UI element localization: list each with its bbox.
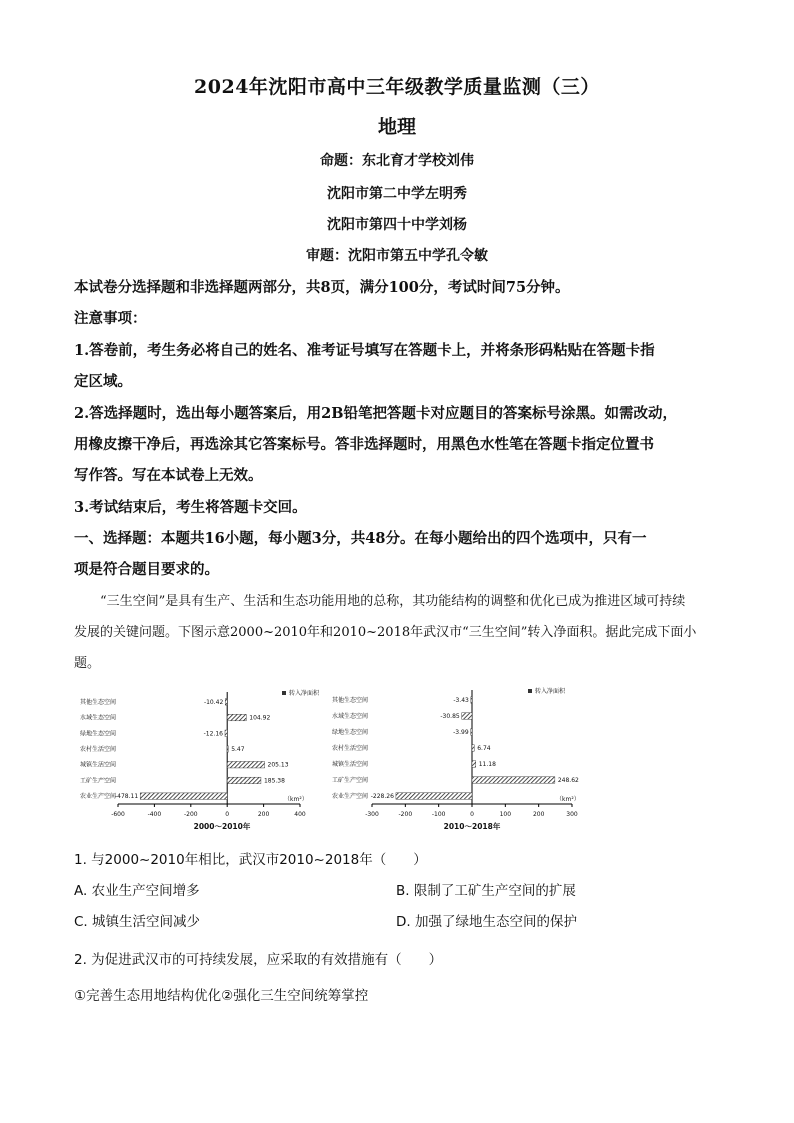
x-tick-label: -600 — [111, 811, 125, 818]
category-label: 其他生态空间 — [332, 697, 369, 704]
question-1-option-b[interactable]: B. 限制了工矿生产空间的扩展 — [396, 883, 576, 899]
notice-item-1-line-2: 定区域。 — [74, 373, 132, 390]
question-2-item: ①完善生态用地结构优化②强化三生空间统筹掌控 — [74, 988, 369, 1004]
value-label: 248.62 — [557, 777, 579, 784]
unit-label: （km²） — [556, 796, 580, 803]
value-label: -228.26 — [370, 793, 394, 800]
bar — [225, 730, 227, 737]
bar — [471, 697, 472, 704]
bar — [462, 713, 472, 720]
legend-label: 转入净面积 — [535, 688, 566, 695]
question-1-stem: 1. 与2000~2010年相比，武汉市2010~2018年（ ） — [74, 852, 427, 868]
category-label: 农村生活空间 — [332, 745, 369, 752]
category-label: 城镇生活空间 — [332, 761, 369, 768]
section-heading-line-2: 项是符合题目要求的。 — [74, 561, 219, 578]
value-label: -3.43 — [453, 697, 469, 704]
category-label: 工矿生产空间 — [332, 777, 369, 784]
value-label: 205.13 — [267, 761, 289, 769]
legend-swatch — [282, 691, 286, 695]
category-label: 城镇生活空间 — [80, 761, 117, 769]
x-tick-label: 200 — [532, 811, 545, 818]
category-label: 水域生态空间 — [332, 713, 369, 720]
bar — [472, 745, 474, 752]
x-tick-label: 0 — [470, 811, 474, 818]
bar — [472, 777, 555, 784]
bar — [227, 746, 228, 753]
bar — [396, 793, 472, 800]
category-label: 工矿生产空间 — [80, 777, 117, 785]
chart-title: 2000～2010年 — [193, 822, 251, 831]
value-label: 5.47 — [231, 746, 245, 753]
x-tick-label: -300 — [365, 811, 379, 818]
category-label: 农村生活空间 — [80, 746, 117, 753]
value-label: -478.11 — [115, 793, 139, 801]
x-tick-label: -200 — [398, 811, 413, 818]
bar — [227, 714, 246, 721]
category-label: 绿地生态空间 — [80, 730, 117, 738]
value-label: 185.38 — [263, 777, 285, 785]
legend-label: 转入净面积 — [289, 690, 320, 697]
value-label: -12.16 — [203, 730, 223, 738]
value-label: 11.18 — [478, 761, 496, 768]
author-credit-1: 命题：东北育才学校刘伟 — [320, 153, 474, 169]
bar — [227, 777, 261, 784]
x-tick-label: 0 — [225, 811, 230, 818]
x-tick-label: -400 — [147, 811, 162, 818]
section-heading-line-1: 一、选择题：本题共16小题，每小题3分，共48分。在每小题给出的四个选项中，只有一 — [74, 530, 647, 547]
x-tick-label: 200 — [257, 811, 270, 818]
bar — [225, 699, 227, 706]
value-label: 104.92 — [249, 714, 271, 722]
bar — [472, 761, 476, 768]
value-label: -30.85 — [440, 713, 460, 720]
passage-line-1: “三生空间”是具有生产、生活和生态功能用地的总称，其功能结构的调整和优化已成为推进区域可持续 — [100, 594, 686, 609]
author-credit-2: 沈阳市第二中学左明秀 — [327, 186, 467, 202]
passage — [74, 586, 724, 679]
passage-line-3: 题。 — [74, 656, 101, 671]
value-label: -10.42 — [203, 698, 224, 706]
category-label: 水域生态空间 — [80, 714, 117, 722]
notice-item-2-line-1: 2.答选择题时，选出每小题答案后，用2B铅笔把答题卡对应题目的答案标号涂黑。如需改动， — [74, 405, 677, 422]
notice-item-2-line-2: 用橡皮擦干净后，再选涂其它答案标号。答非选择题时，用黑色水性笔在答题卡指定位置书 — [74, 436, 654, 453]
value-label: 6.74 — [477, 745, 491, 752]
chart-2000-2010 — [76, 684, 326, 834]
chart-title: 2010～2018年 — [443, 822, 501, 831]
question-2-stem: 2. 为促进武汉市的可持续发展，应采取的有效措施有（ ） — [74, 952, 443, 968]
bar — [471, 729, 472, 736]
exam-title: 2024年沈阳市高中三年级教学质量监测（三） — [194, 76, 600, 98]
author-credit-3: 沈阳市第四十中学刘杨 — [327, 217, 467, 233]
category-label: 其他生态空间 — [80, 698, 117, 706]
x-tick-label: 100 — [499, 811, 512, 818]
x-tick-label: 300 — [566, 811, 578, 818]
bar — [140, 793, 227, 800]
subject-title: 地理 — [377, 116, 416, 138]
passage-line-2: 发展的关键问题。下图示意2000~2010年和2010~2018年武汉市“三生空间”转入净面积。据此完成下面小 — [74, 625, 697, 640]
reviewer-credit: 审题：沈阳市第五中学孔令敏 — [306, 248, 488, 264]
category-label: 农业生产空间 — [80, 793, 117, 801]
value-label: -3.99 — [453, 729, 469, 736]
unit-label: （km²） — [284, 796, 308, 803]
bar — [227, 761, 264, 768]
x-tick-label: -200 — [183, 811, 198, 818]
legend-swatch — [528, 689, 532, 693]
notice-heading: 注意事项： — [74, 310, 147, 327]
x-tick-label: -100 — [431, 811, 446, 818]
question-1-option-c[interactable]: C. 城镇生活空间减少 — [74, 914, 201, 930]
notice-item-3: 3.考试结束后，考生将答题卡交回。 — [74, 499, 307, 516]
question-1-option-a[interactable]: A. 农业生产空间增多 — [74, 883, 200, 899]
chart-2010-2018 — [320, 684, 590, 834]
notice-item-2-line-3: 写作答。写在本试卷上无效。 — [74, 467, 263, 484]
exam-intro: 本试卷分选择题和非选择题两部分，共8页，满分100分，考试时间75分钟。 — [74, 279, 570, 296]
category-label: 农业生产空间 — [332, 793, 369, 800]
question-1-option-d[interactable]: D. 加强了绿地生态空间的保护 — [396, 914, 577, 930]
category-label: 绿地生态空间 — [332, 729, 369, 736]
x-tick-label: 400 — [294, 811, 306, 818]
notice-item-1-line-1: 1.答卷前，考生务必将自己的姓名、准考证号填写在答题卡上，并将条形码粘贴在答题卡指 — [74, 342, 655, 359]
